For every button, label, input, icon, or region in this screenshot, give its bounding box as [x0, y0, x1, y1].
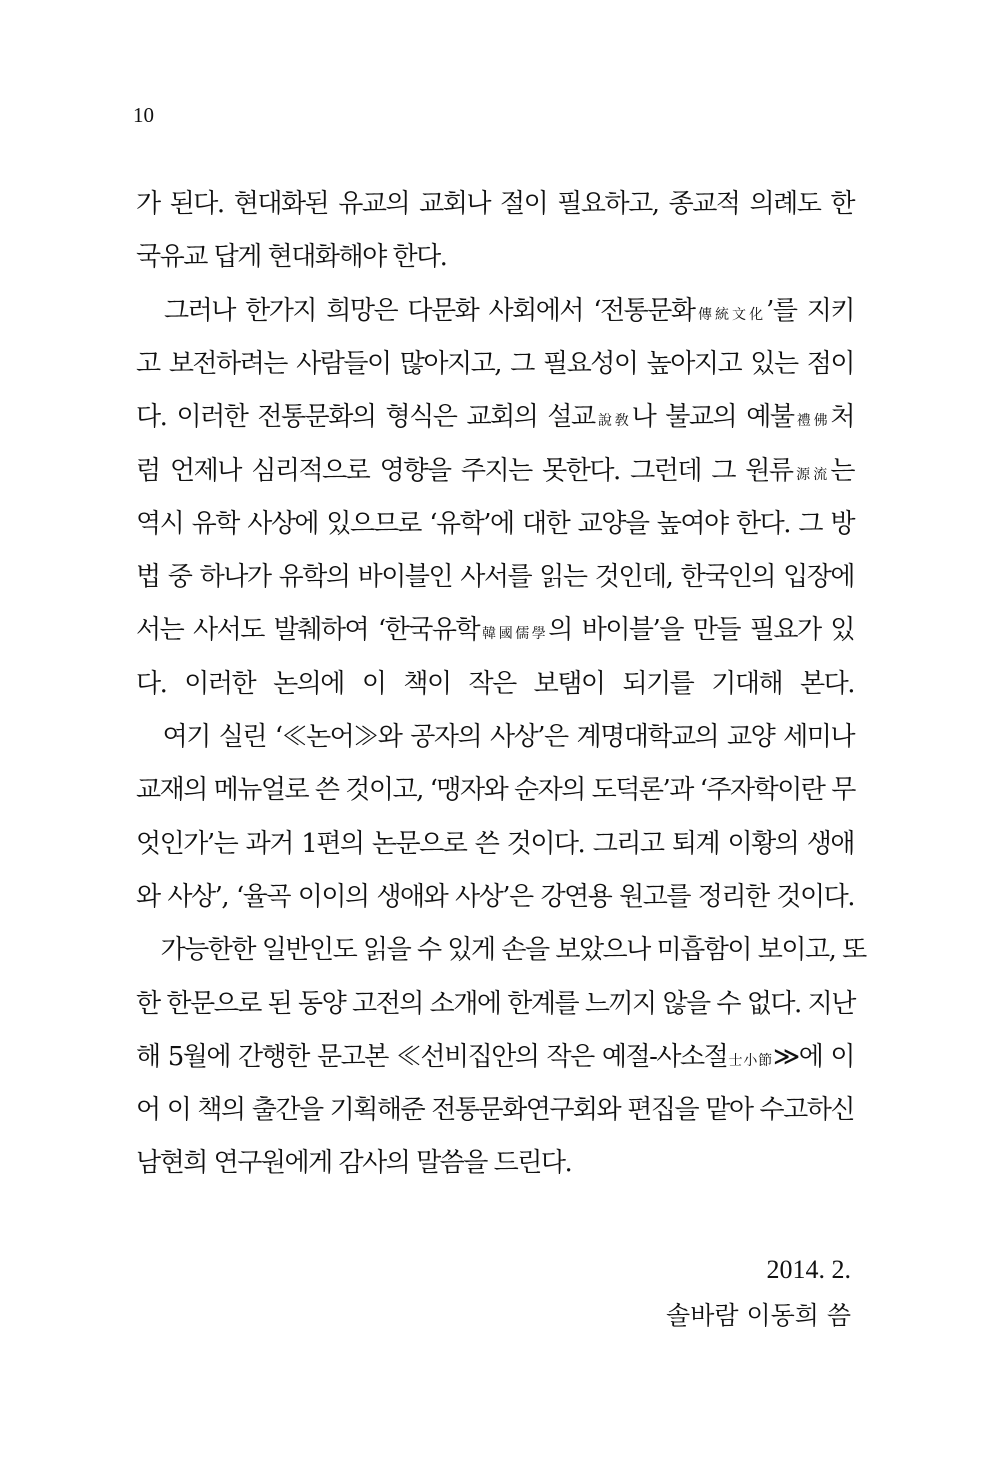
text-run: 한 한문으로 된 동양 고전의 소개에 한계를 느끼지 않을 수 없다. 지난	[136, 988, 855, 1019]
text-run: ’를 지키	[766, 295, 854, 326]
body-line	[136, 764, 854, 816]
text-run: 어 이 책의 출간을 기획해준 전통문화연구회와 편집을 맡아 수고하신	[136, 1095, 854, 1126]
text-run: 와 사상’, ‘율곡 이이의 생애와 사상’은 강연용 원고를 정리한 것이다.	[136, 881, 854, 912]
body-line	[136, 391, 854, 443]
hanja-annotation: 韓國儒學	[479, 626, 549, 643]
text-run: 럼 언제나 심리적으로 영향을 주지는 못한다. 그런데 그 원류	[136, 455, 793, 486]
text-run: 가능한한 일반인도 읽을 수 있게 손을 보았으나 미흡함이 보이고, 또	[136, 935, 866, 966]
page-number: 10	[133, 103, 154, 127]
hanja-annotation: 源流	[792, 466, 831, 483]
hanja-annotation: 傳統文化	[694, 306, 767, 323]
text-run: 역시 유학 사상에 있으므로 ‘유학’에 대한 교양을 높여야 한다. 그 방	[136, 508, 854, 539]
hanja-annotation: 禮佛	[793, 413, 831, 430]
text-run: 는	[830, 455, 854, 486]
text-run: 고 보전하려는 사람들이 많아지고, 그 필요성이 높아지고 있는 점이	[136, 348, 854, 379]
text-run: 해 5월에 간행한 문고본 ≪선비집안의 작은 예절-사소절	[136, 1041, 728, 1072]
text-run: 다. 이러한 전통문화의 형식은 교회의 설교	[136, 402, 595, 433]
body-line	[136, 338, 854, 390]
body-line	[136, 818, 854, 870]
body-line	[136, 178, 854, 230]
body-line	[136, 498, 854, 550]
body-line	[136, 978, 854, 1030]
text-run: 국유교 답게 현대화해야 한다.	[136, 242, 447, 273]
body-line	[136, 231, 854, 283]
body-line	[136, 445, 854, 497]
text-run: 가 된다. 현대화된 유교의 교회나 절이 필요하고, 종교적 의례도 한	[136, 189, 854, 219]
hanja-annotation: 說敎	[594, 413, 632, 430]
text-run: 여기 실린 ‘≪논어≫와 공자의 사상’은 계명대학교의 교양 세미나	[136, 722, 854, 752]
body-line	[136, 285, 854, 337]
body-line	[136, 658, 854, 710]
body-line	[136, 871, 854, 923]
body-line	[136, 1137, 854, 1189]
signature-date: 2014. 2.	[766, 1255, 851, 1284]
text-run: 서는 사서도 발췌하여 ‘한국유학	[136, 615, 480, 646]
text-run: ≫에 이	[772, 1041, 854, 1072]
text-run: 다. 이러한 논의에 이 책이 작은 보탬이 되기를 기대해 본다.	[136, 668, 854, 699]
body-line	[136, 1084, 854, 1136]
text-run: 법 중 하나가 유학의 바이블인 사서를 읽는 것인데, 한국인의 입장에	[136, 562, 854, 593]
text-run: 의 바이블’을 만들 필요가 있	[548, 615, 855, 646]
text-run: 남현희 연구원에게 감사의 말씀을 드린다.	[136, 1148, 572, 1179]
body-line	[136, 604, 854, 656]
text-run: 그러나 한가지 희망은 다문화 사회에서 ‘전통문화	[136, 295, 695, 326]
body-line	[136, 711, 854, 763]
body-line	[136, 1031, 854, 1083]
body-line	[136, 551, 854, 603]
signature-author: 솔바람 이동희 씀	[666, 1301, 851, 1330]
body-line	[136, 924, 866, 976]
text-run: 나 불교의 예불	[631, 402, 794, 433]
hanja-annotation: 士小節	[727, 1052, 773, 1069]
text-run: 처	[830, 402, 855, 433]
text-run: 엇인가’는 과거 1편의 논문으로 쓴 것이다. 그리고 퇴계 이황의 생애	[136, 828, 854, 859]
text-run: 교재의 메뉴얼로 쓴 것이고, ‘맹자와 순자의 도덕론’과 ‘주자학이란 무	[136, 775, 855, 806]
